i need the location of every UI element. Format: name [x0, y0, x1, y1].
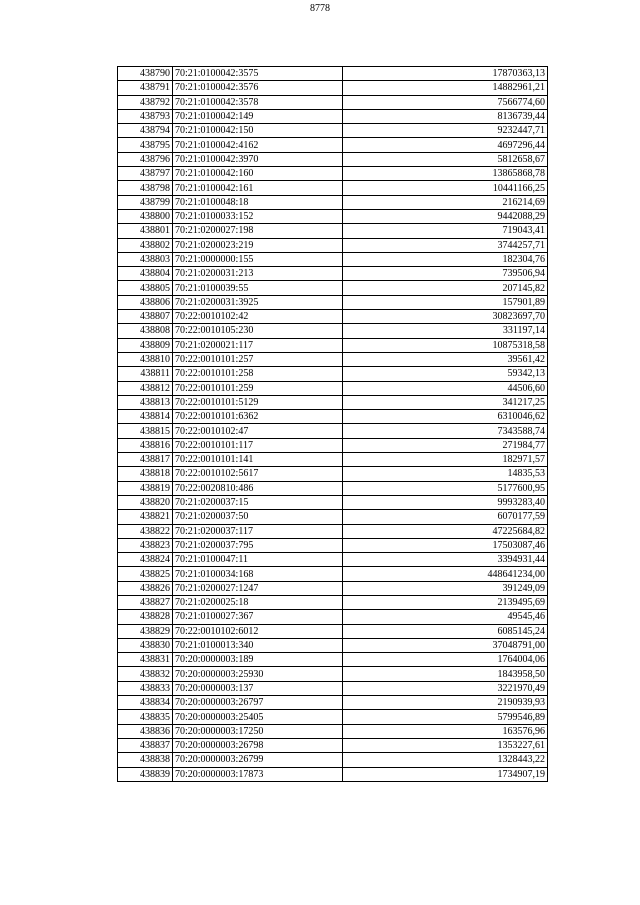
row-number-cell: 438790	[118, 67, 173, 81]
table-row	[118, 481, 548, 495]
row-number-cell: 438823	[118, 538, 173, 552]
table-row	[118, 67, 548, 81]
cadastral-number-cell: 70:22:0010102:5617	[173, 467, 343, 481]
row-number-cell: 438821	[118, 510, 173, 524]
cadastral-value-cell: 207145,82	[343, 281, 548, 295]
table-row	[118, 638, 548, 652]
table-body	[118, 67, 548, 782]
table-row	[118, 395, 548, 409]
cadastral-number-cell: 70:21:0100042:161	[173, 181, 343, 195]
table-row	[118, 338, 548, 352]
row-number-cell: 438791	[118, 81, 173, 95]
cadastral-value-cell: 8136739,44	[343, 109, 548, 123]
row-number-cell: 438832	[118, 667, 173, 681]
cadastral-value-cell: 3394931,44	[343, 553, 548, 567]
cadastral-number-cell: 70:21:0200027:198	[173, 224, 343, 238]
row-number-cell: 438804	[118, 267, 173, 281]
cadastral-value-cell: 14882961,21	[343, 81, 548, 95]
cadastral-number-cell: 70:22:0010101:141	[173, 453, 343, 467]
table-row	[118, 152, 548, 166]
cadastral-value-cell: 30823697,70	[343, 310, 548, 324]
table-row	[118, 367, 548, 381]
cadastral-number-cell: 70:21:0100047:11	[173, 553, 343, 567]
table-row	[118, 381, 548, 395]
row-number-cell: 438817	[118, 453, 173, 467]
row-number-cell: 438837	[118, 738, 173, 752]
cadastral-value-cell: 2190939,93	[343, 696, 548, 710]
cadastral-number-cell: 70:21:0100027:367	[173, 610, 343, 624]
row-number-cell: 438838	[118, 753, 173, 767]
table-row	[118, 167, 548, 181]
table-row	[118, 610, 548, 624]
cadastral-number-cell: 70:20:0000003:17250	[173, 724, 343, 738]
row-number-cell: 438826	[118, 581, 173, 595]
table-row	[118, 195, 548, 209]
row-number-cell: 438819	[118, 481, 173, 495]
cadastral-number-cell: 70:21:0200027:1247	[173, 581, 343, 595]
cadastral-number-cell: 70:21:0100034:168	[173, 567, 343, 581]
cadastral-value-cell: 1764004,06	[343, 653, 548, 667]
cadastral-number-cell: 70:22:0010105:230	[173, 324, 343, 338]
cadastral-number-cell: 70:22:0010101:259	[173, 381, 343, 395]
table-row	[118, 524, 548, 538]
table-row	[118, 238, 548, 252]
cadastral-number-cell: 70:21:0100033:152	[173, 209, 343, 223]
row-number-cell: 438820	[118, 495, 173, 509]
cadastral-value-cell: 6070177,59	[343, 510, 548, 524]
row-number-cell: 438800	[118, 209, 173, 223]
cadastral-value-cell: 9993283,40	[343, 495, 548, 509]
cadastral-number-cell: 70:22:0010102:6012	[173, 624, 343, 638]
table-row	[118, 510, 548, 524]
row-number-cell: 438818	[118, 467, 173, 481]
table-row	[118, 281, 548, 295]
cadastral-value-cell: 5812658,67	[343, 152, 548, 166]
table-row	[118, 267, 548, 281]
row-number-cell: 438806	[118, 295, 173, 309]
page-number: 8778	[310, 3, 330, 14]
table-row	[118, 767, 548, 781]
row-number-cell: 438814	[118, 410, 173, 424]
table-row	[118, 138, 548, 152]
cadastral-number-cell: 70:22:0010101:258	[173, 367, 343, 381]
table-row	[118, 495, 548, 509]
row-number-cell: 438834	[118, 696, 173, 710]
row-number-cell: 438793	[118, 109, 173, 123]
row-number-cell: 438816	[118, 438, 173, 452]
cadastral-value-cell: 182304,76	[343, 252, 548, 266]
row-number-cell: 438795	[118, 138, 173, 152]
table-row	[118, 710, 548, 724]
table-row	[118, 295, 548, 309]
cadastral-number-cell: 70:21:0100042:149	[173, 109, 343, 123]
cadastral-number-cell: 70:21:0100042:3970	[173, 152, 343, 166]
row-number-cell: 438792	[118, 95, 173, 109]
table-row	[118, 553, 548, 567]
cadastral-value-cell: 331197,14	[343, 324, 548, 338]
table-row	[118, 724, 548, 738]
cadastral-value-cell: 4697296,44	[343, 138, 548, 152]
table-row	[118, 453, 548, 467]
cadastral-value-cell: 157901,89	[343, 295, 548, 309]
cadastral-value-cell: 6085145,24	[343, 624, 548, 638]
cadastral-number-cell: 70:22:0010101:6362	[173, 410, 343, 424]
cadastral-value-cell: 10875318,58	[343, 338, 548, 352]
row-number-cell: 438796	[118, 152, 173, 166]
row-number-cell: 438813	[118, 395, 173, 409]
table-row	[118, 95, 548, 109]
table-row	[118, 81, 548, 95]
cadastral-value-table	[117, 66, 548, 782]
cadastral-number-cell: 70:21:0000000:155	[173, 252, 343, 266]
row-number-cell: 438828	[118, 610, 173, 624]
row-number-cell: 438807	[118, 310, 173, 324]
cadastral-number-cell: 70:20:0000003:137	[173, 681, 343, 695]
cadastral-value-cell: 3744257,71	[343, 238, 548, 252]
table-row	[118, 310, 548, 324]
cadastral-number-cell: 70:21:0100042:3575	[173, 67, 343, 81]
row-number-cell: 438829	[118, 624, 173, 638]
row-number-cell: 438815	[118, 424, 173, 438]
cadastral-number-cell: 70:21:0100042:3576	[173, 81, 343, 95]
row-number-cell: 438802	[118, 238, 173, 252]
row-number-cell: 438827	[118, 595, 173, 609]
table-row	[118, 624, 548, 638]
table-row	[118, 124, 548, 138]
cadastral-number-cell: 70:21:0100042:150	[173, 124, 343, 138]
cadastral-value-cell: 10441166,25	[343, 181, 548, 195]
cadastral-value-cell: 13865868,78	[343, 167, 548, 181]
cadastral-value-cell: 7566774,60	[343, 95, 548, 109]
table-row	[118, 252, 548, 266]
row-number-cell: 438797	[118, 167, 173, 181]
row-number-cell: 438825	[118, 567, 173, 581]
cadastral-value-cell: 39561,42	[343, 352, 548, 366]
cadastral-value-cell: 1734907,19	[343, 767, 548, 781]
cadastral-value-cell: 1843958,50	[343, 667, 548, 681]
cadastral-number-cell: 70:21:0200037:117	[173, 524, 343, 538]
cadastral-number-cell: 70:22:0010102:47	[173, 424, 343, 438]
cadastral-number-cell: 70:21:0100042:160	[173, 167, 343, 181]
cadastral-value-cell: 391249,09	[343, 581, 548, 595]
table-row	[118, 467, 548, 481]
row-number-cell: 438831	[118, 653, 173, 667]
cadastral-number-cell: 70:21:0200031:3925	[173, 295, 343, 309]
cadastral-number-cell: 70:22:0010102:42	[173, 310, 343, 324]
table-row	[118, 738, 548, 752]
row-number-cell: 438811	[118, 367, 173, 381]
cadastral-value-cell: 1328443,22	[343, 753, 548, 767]
row-number-cell: 438812	[118, 381, 173, 395]
cadastral-value-cell: 59342,13	[343, 367, 548, 381]
table-row	[118, 109, 548, 123]
cadastral-value-cell: 182971,57	[343, 453, 548, 467]
row-number-cell: 438839	[118, 767, 173, 781]
cadastral-number-cell: 70:22:0020810:486	[173, 481, 343, 495]
row-number-cell: 438798	[118, 181, 173, 195]
cadastral-value-cell: 14835,53	[343, 467, 548, 481]
cadastral-number-cell: 70:20:0000003:189	[173, 653, 343, 667]
table-row	[118, 424, 548, 438]
table-row	[118, 581, 548, 595]
cadastral-number-cell: 70:21:0100042:3578	[173, 95, 343, 109]
cadastral-number-cell: 70:20:0000003:26799	[173, 753, 343, 767]
table-row	[118, 653, 548, 667]
cadastral-value-cell: 37048791,00	[343, 638, 548, 652]
row-number-cell: 438799	[118, 195, 173, 209]
cadastral-number-cell: 70:22:0010101:257	[173, 352, 343, 366]
cadastral-value-cell: 1353227,61	[343, 738, 548, 752]
cadastral-number-cell: 70:21:0200037:15	[173, 495, 343, 509]
cadastral-number-cell: 70:21:0100042:4162	[173, 138, 343, 152]
cadastral-number-cell: 70:20:0000003:17873	[173, 767, 343, 781]
cadastral-value-cell: 216214,69	[343, 195, 548, 209]
row-number-cell: 438833	[118, 681, 173, 695]
table-row	[118, 538, 548, 552]
table-row	[118, 667, 548, 681]
cadastral-number-cell: 70:21:0100013:340	[173, 638, 343, 652]
table-row	[118, 753, 548, 767]
cadastral-value-cell: 163576,96	[343, 724, 548, 738]
cadastral-value-cell: 448641234,00	[343, 567, 548, 581]
cadastral-value-cell: 7343588,74	[343, 424, 548, 438]
cadastral-number-cell: 70:21:0200023:219	[173, 238, 343, 252]
row-number-cell: 438830	[118, 638, 173, 652]
row-number-cell: 438805	[118, 281, 173, 295]
table-row	[118, 324, 548, 338]
cadastral-number-cell: 70:22:0010101:117	[173, 438, 343, 452]
table-row	[118, 224, 548, 238]
table-row	[118, 438, 548, 452]
cadastral-number-cell: 70:20:0000003:26797	[173, 696, 343, 710]
table-row	[118, 352, 548, 366]
table-row	[118, 696, 548, 710]
cadastral-value-cell: 3221970,49	[343, 681, 548, 695]
cadastral-number-cell: 70:21:0200031:213	[173, 267, 343, 281]
cadastral-value-cell: 5799546,89	[343, 710, 548, 724]
cadastral-value-cell: 719043,41	[343, 224, 548, 238]
cadastral-value-cell: 47225684,82	[343, 524, 548, 538]
row-number-cell: 438801	[118, 224, 173, 238]
cadastral-number-cell: 70:22:0010101:5129	[173, 395, 343, 409]
cadastral-value-cell: 739506,94	[343, 267, 548, 281]
cadastral-number-cell: 70:21:0200025:18	[173, 595, 343, 609]
cadastral-value-cell: 2139495,69	[343, 595, 548, 609]
cadastral-value-cell: 9232447,71	[343, 124, 548, 138]
row-number-cell: 438835	[118, 710, 173, 724]
cadastral-value-cell: 5177600,95	[343, 481, 548, 495]
row-number-cell: 438794	[118, 124, 173, 138]
cadastral-value-cell: 17503087,46	[343, 538, 548, 552]
table-row	[118, 595, 548, 609]
cadastral-value-cell: 271984,77	[343, 438, 548, 452]
row-number-cell: 438810	[118, 352, 173, 366]
cadastral-number-cell: 70:20:0000003:25930	[173, 667, 343, 681]
row-number-cell: 438808	[118, 324, 173, 338]
cadastral-value-cell: 44506,60	[343, 381, 548, 395]
cadastral-number-cell: 70:20:0000003:25405	[173, 710, 343, 724]
row-number-cell: 438822	[118, 524, 173, 538]
cadastral-value-cell: 6310046,62	[343, 410, 548, 424]
cadastral-value-cell: 341217,25	[343, 395, 548, 409]
row-number-cell: 438836	[118, 724, 173, 738]
row-number-cell: 438809	[118, 338, 173, 352]
cadastral-value-cell: 9442088,29	[343, 209, 548, 223]
table-row	[118, 181, 548, 195]
cadastral-number-cell: 70:21:0200037:50	[173, 510, 343, 524]
table-row	[118, 567, 548, 581]
row-number-cell: 438824	[118, 553, 173, 567]
table-row	[118, 681, 548, 695]
cadastral-number-cell: 70:21:0100039:55	[173, 281, 343, 295]
table-row	[118, 410, 548, 424]
cadastral-number-cell: 70:20:0000003:26798	[173, 738, 343, 752]
cadastral-value-cell: 17870363,13	[343, 67, 548, 81]
table-row	[118, 209, 548, 223]
cadastral-number-cell: 70:21:0200037:795	[173, 538, 343, 552]
cadastral-value-cell: 49545,46	[343, 610, 548, 624]
row-number-cell: 438803	[118, 252, 173, 266]
cadastral-number-cell: 70:21:0200021:117	[173, 338, 343, 352]
cadastral-number-cell: 70:21:0100048:18	[173, 195, 343, 209]
